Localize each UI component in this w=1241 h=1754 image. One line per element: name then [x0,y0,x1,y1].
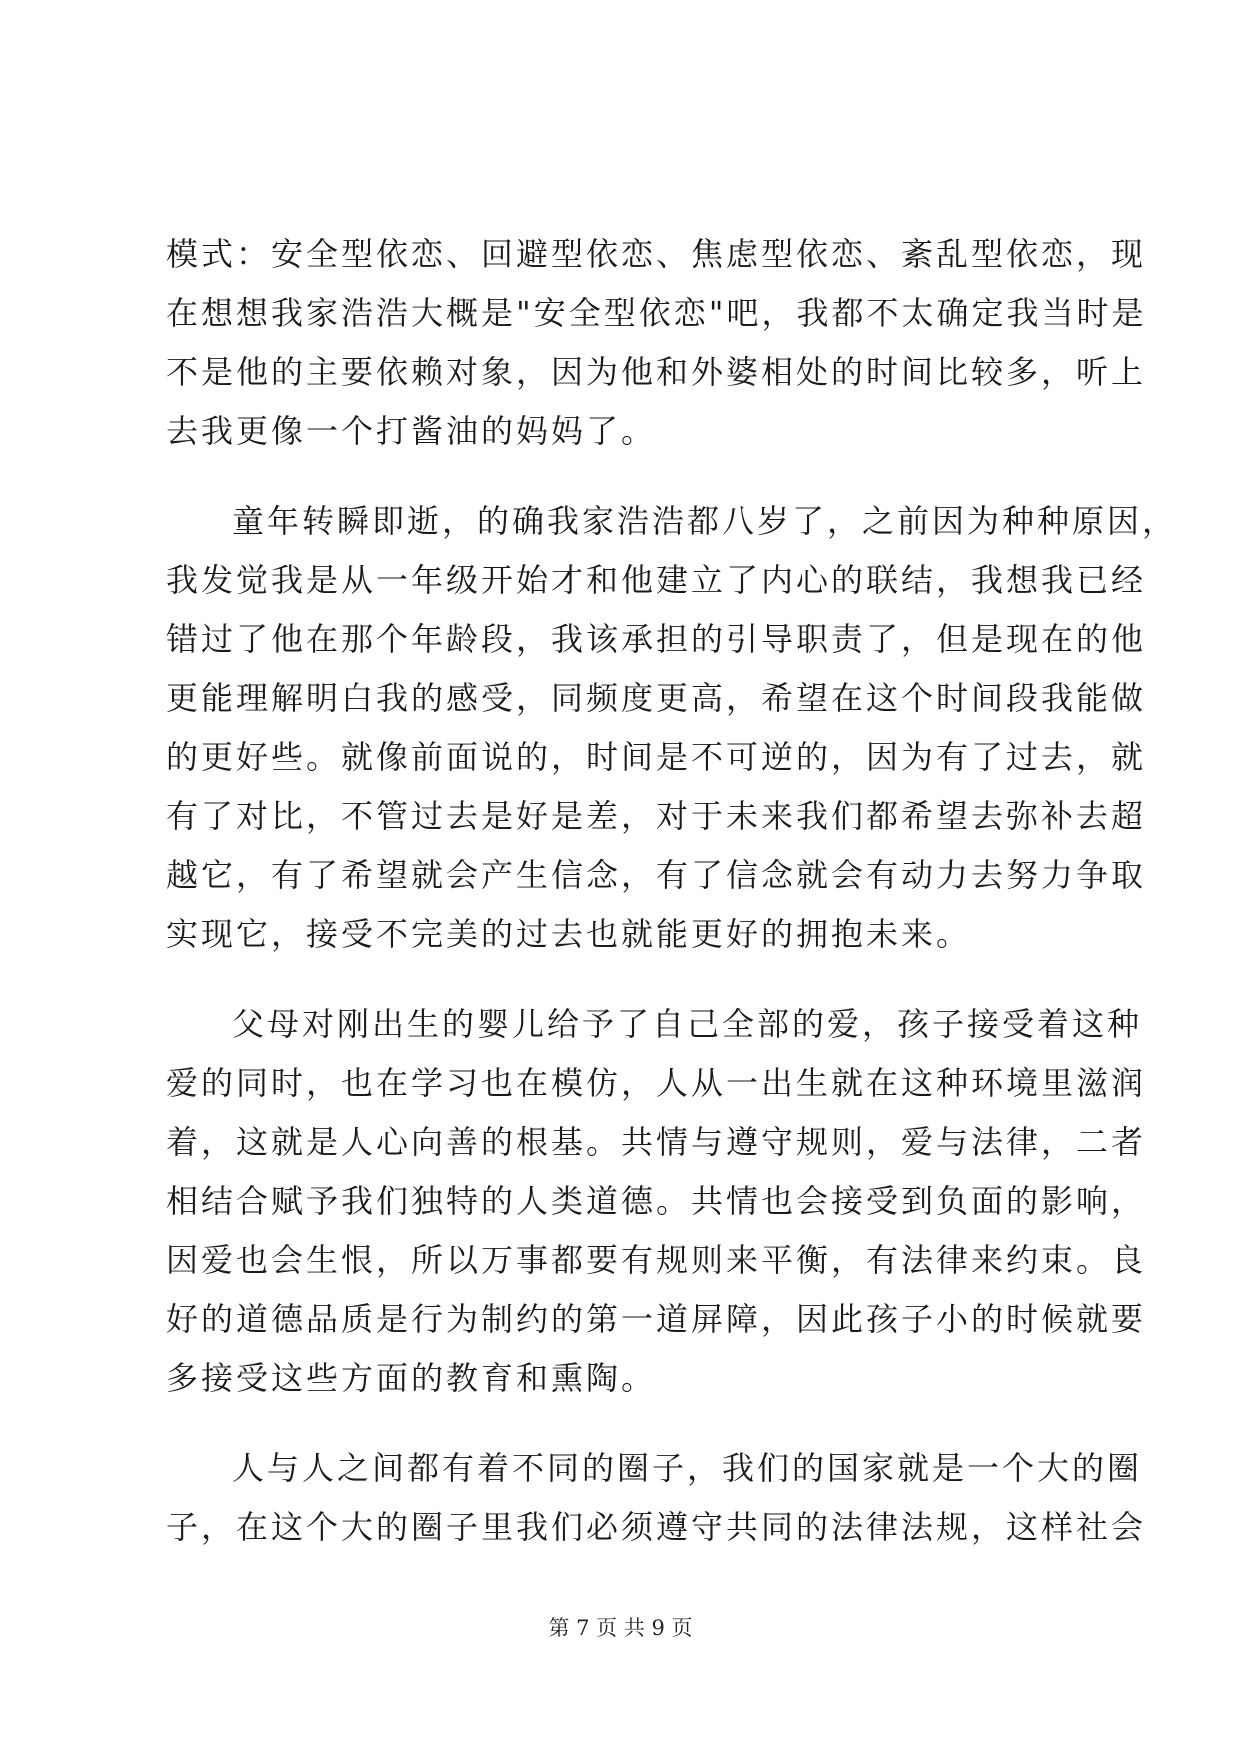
text-line: 错过了他在那个年龄段，我该承担的引导职责了，但是现在的他 [166,620,1147,658]
text-line: 更能理解明白我的感受，同频度更高，希望在这个时间段我能做 [166,679,1147,717]
text-line: 好的道德品质是行为制约的第一道屏障，因此孩子小的时候就要 [166,1300,1147,1338]
paragraph-first-line: 人与人之间都有着不同的圈子，我们的国家就是一个大的圈 [232,1449,1143,1487]
text-line: 子，在这个大的圈子里我们必须遵守共同的法律法规，这样社会 [166,1508,1147,1546]
text-line: 不是他的主要依赖对象，因为他和外婆相处的时间比较多，听上 [166,353,1147,391]
page-number-footer: 第 7 页 共 9 页 [548,1616,693,1640]
text-line: 因爱也会生恨，所以万事都要有规则来平衡，有法律来约束。良 [166,1241,1147,1279]
text-line: 越它，有了希望就会产生信念，有了信念就会有动力去努力争取 [166,856,1147,894]
paragraph-first-line: 童年转瞬即逝，的确我家浩浩都八岁了，之前因为种种原因， [232,502,1178,540]
text-line: 我发觉我是从一年级开始才和他建立了内心的联结，我想我已经 [166,561,1147,599]
text-line: 实现它，接受不完美的过去也就能更好的拥抱未来。 [166,915,972,953]
text-line: 多接受这些方面的教育和熏陶。 [166,1359,657,1397]
text-line: 在想想我家浩浩大概是"安全型依恋"吧，我都不太确定我当时是 [166,294,1147,332]
text-line: 去我更像一个打酱油的妈妈了。 [166,412,657,450]
paragraph-first-line: 父母对刚出生的婴儿给予了自己全部的爱，孩子接受着这种 [232,1005,1143,1043]
text-line: 相结合赋予我们独特的人类道德。共情也会接受到负面的影响， [166,1182,1147,1220]
text-line: 着，这就是人心向善的根基。共情与遵守规则，爱与法律，二者 [166,1123,1147,1161]
text-line: 有了对比，不管过去是好是差，对于未来我们都希望去弥补去超 [166,797,1147,835]
text-line: 爱的同时，也在学习也在模仿，人从一出生就在这种环境里滋润 [166,1064,1147,1102]
text-line: 模式：安全型依恋、回避型依恋、焦虑型依恋、紊乱型依恋，现 [166,235,1147,273]
text-line: 的更好些。就像前面说的，时间是不可逆的，因为有了过去，就 [166,738,1147,776]
